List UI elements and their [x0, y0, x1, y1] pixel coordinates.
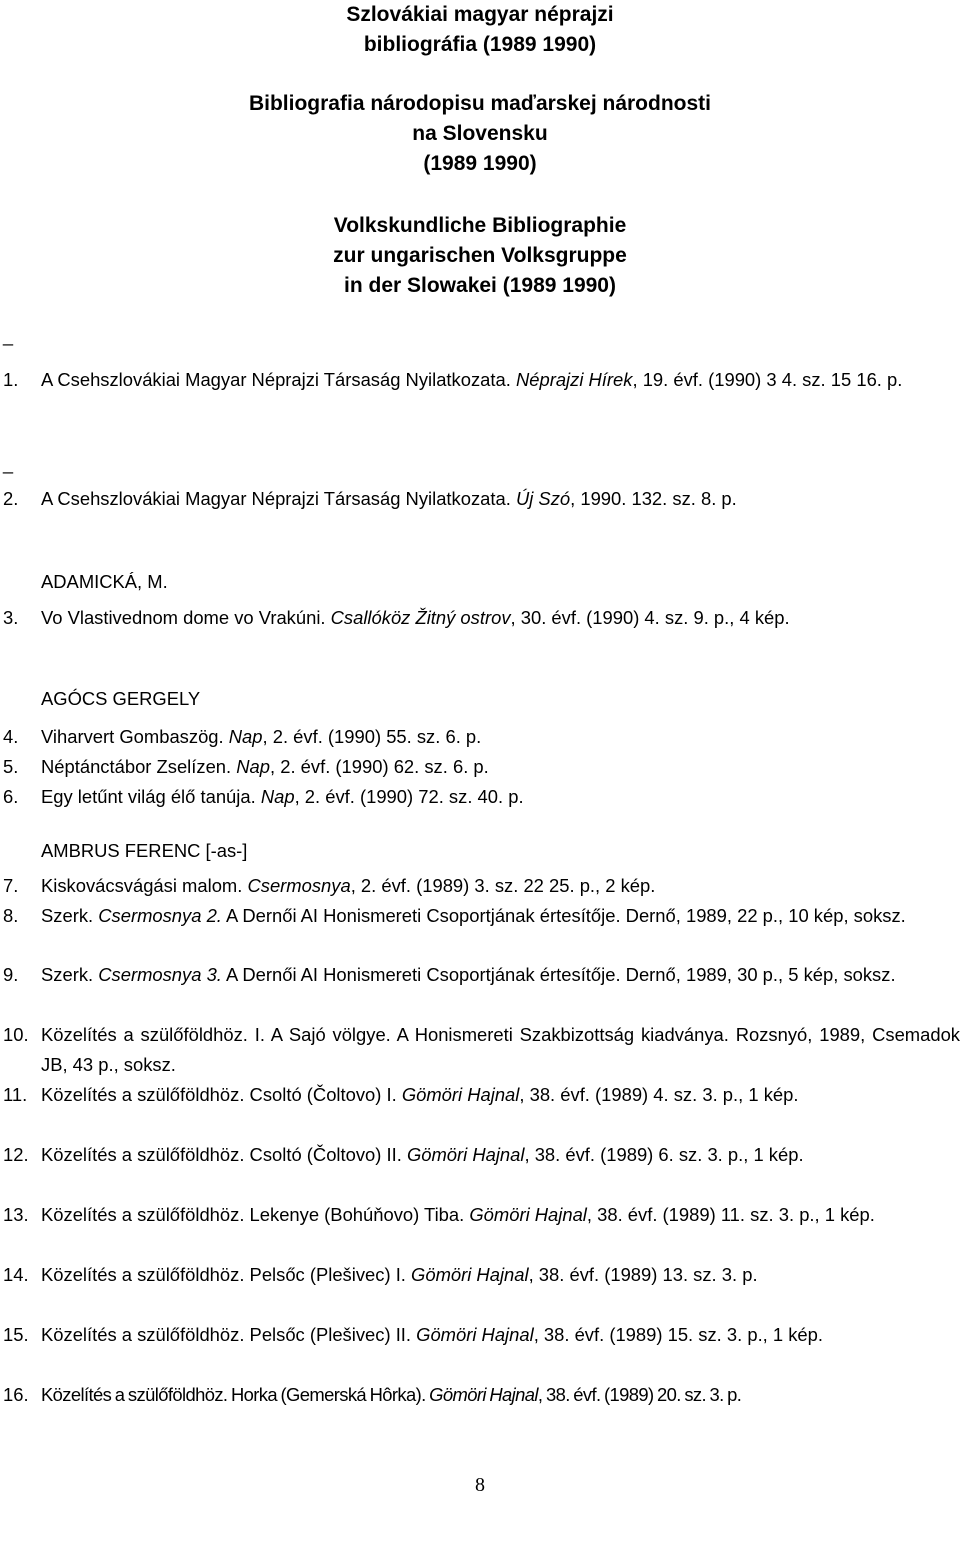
- bibliography-entry: [3, 782, 960, 812]
- title-line: in der Slowakei (1989 1990): [344, 274, 616, 297]
- bibliography-entry: [3, 871, 960, 901]
- entry-details: , 2. évf. (1990) 72. sz. 40. p.: [294, 786, 524, 807]
- entry-text: Viharvert Gombaszög.: [41, 726, 229, 747]
- entry-number: 16.: [3, 1384, 29, 1405]
- missing-author-dash: _: [3, 454, 14, 474]
- entry-details: , 2. évf. (1989) 3. sz. 22 25. p., 2 kép.: [350, 875, 656, 896]
- bibliography-entry: [3, 960, 960, 990]
- entry-text: Közelítés a szülőföldhöz. I. A Sajó völgye. A Honismereti Szakbizottság kiadványa. Rozsnyó, 1989, Csemadok JB, 43 p., soksz.: [41, 1024, 960, 1075]
- title-german: [0, 211, 960, 301]
- entry-number: 3.: [3, 607, 19, 628]
- bibliography-entry: [3, 1020, 960, 1080]
- entry-number: 9.: [3, 964, 19, 985]
- entry-source: Néprajzi Hírek: [515, 369, 633, 390]
- entry-source: Nap: [228, 726, 263, 747]
- entry-text: Néptánctábor Zselízen.: [41, 756, 237, 777]
- bibliography-entry: [3, 752, 960, 782]
- bibliography-entry: [3, 603, 960, 633]
- entry-source: Nap: [236, 756, 270, 777]
- entry-details: , 30. évf. (1990) 4. sz. 9. p., 4 kép.: [510, 607, 790, 628]
- entry-details: , 19. évf. (1990) 3 4. sz. 15 16. p.: [632, 369, 903, 390]
- entry-number: 4.: [3, 726, 19, 747]
- entry-number: 7.: [3, 875, 19, 896]
- entry-source: Gömöri Hajnal: [469, 1204, 587, 1225]
- bibliography-entry: [3, 722, 960, 752]
- entry-text: A Csehszlovákiai Magyar Néprajzi Társaság Nyilatkozata.: [41, 488, 516, 509]
- entry-source: Gömöri Hajnal: [429, 1384, 538, 1405]
- entry-details: A Dernői AI Honismereti Csoportjának értesítője. Dernő, 1989, 30 p., 5 kép, soksz.: [221, 964, 896, 985]
- title-hungarian: [0, 0, 960, 60]
- entry-text: Közelítés a szülőföldhöz. Pelsőc (Plešivec) I.: [41, 1264, 412, 1285]
- entry-number: 6.: [3, 786, 19, 807]
- bibliography-entry: [3, 484, 960, 514]
- bibliography-entry: [3, 901, 960, 931]
- entry-text: Kiskovácsvágási malom.: [41, 875, 248, 896]
- entry-details: , 38. évf. (1989) 13. sz. 3. p.: [528, 1264, 758, 1285]
- bibliography-entry: [3, 1200, 960, 1230]
- entry-source: Gömöri Hajnal: [411, 1264, 529, 1285]
- entry-details: , 38. évf. (1989) 20. sz. 3. p.: [537, 1384, 742, 1405]
- entry-details: , 38. évf. (1989) 4. sz. 3. p., 1 kép.: [519, 1084, 799, 1105]
- bibliography-entry: [3, 1140, 960, 1170]
- entry-text: Közelítés a szülőföldhöz. Lekenye (Bohúňovo) Tiba.: [41, 1204, 470, 1225]
- entry-source: Új Szó: [515, 488, 571, 509]
- entry-text: Vo Vlastivednom dome vo Vrakúni.: [41, 607, 331, 628]
- entry-details: , 38. évf. (1989) 6. sz. 3. p., 1 kép.: [524, 1144, 804, 1165]
- author-heading: AGÓCS GERGELY: [41, 688, 201, 709]
- entry-number: 11.: [3, 1084, 28, 1105]
- entry-number: 13.: [3, 1204, 29, 1225]
- entry-source: Gömöri Hajnal: [401, 1084, 520, 1105]
- title-line: Volkskundliche Bibliographie: [333, 214, 627, 237]
- entry-details: , 38. évf. (1989) 11. sz. 3. p., 1 kép.: [586, 1204, 875, 1225]
- entry-details: , 38. évf. (1989) 15. sz. 3. p., 1 kép.: [533, 1324, 823, 1345]
- entry-source: Gömöri Hajnal: [416, 1324, 534, 1345]
- entry-text: Szerk.: [41, 905, 99, 926]
- author-heading: ADAMICKÁ, M.: [41, 571, 168, 592]
- entry-text: Közelítés a szülőföldhöz. Horka (Gemerská Hôrka).: [41, 1384, 430, 1405]
- entry-details: A Dernői AI Honismereti Csoportjának értesítője. Dernő, 1989, 22 p., 10 kép, soksz.: [221, 905, 906, 926]
- entry-source: Gömöri Hajnal: [406, 1144, 525, 1165]
- title-line: zur ungarischen Volksgruppe: [333, 244, 627, 267]
- page-number: 8: [475, 1474, 485, 1496]
- entry-text: Közelítés a szülőföldhöz. Csoltó (Čoltovo) II.: [41, 1144, 407, 1165]
- author-heading: AMBRUS FERENC [-as-]: [41, 840, 248, 861]
- entry-number: 15.: [3, 1324, 29, 1345]
- entry-number: 14.: [3, 1264, 29, 1285]
- bibliography-entry: [3, 1320, 960, 1350]
- entry-text: Közelítés a szülőföldhöz. Pelsőc (Plešivec) II.: [41, 1324, 417, 1345]
- entry-details: , 1990. 132. sz. 8. p.: [570, 488, 737, 509]
- title-line: Szlovákiai magyar néprajzi: [346, 3, 614, 26]
- missing-author-dash: _: [3, 326, 14, 346]
- title-line: bibliográfia (1989 1990): [363, 33, 597, 56]
- bibliography-entry: [3, 1380, 960, 1410]
- entry-source: Nap: [260, 786, 295, 807]
- bibliography-entry: [3, 1260, 960, 1290]
- entry-number: 1.: [3, 369, 19, 390]
- entry-number: 10.: [3, 1024, 29, 1045]
- entry-source: Csallóköz Žitný ostrov: [330, 607, 511, 628]
- entry-text: Szerk.: [41, 964, 99, 985]
- bibliography-entry: [3, 365, 960, 395]
- title-slovak: [0, 89, 960, 179]
- entry-number: 12.: [3, 1144, 29, 1165]
- entry-source: Csermosnya 3.: [98, 964, 222, 985]
- entry-text: Egy letűnt világ élő tanúja.: [41, 786, 261, 807]
- entry-text: A Csehszlovákiai Magyar Néprajzi Társaság Nyilatkozata.: [41, 369, 516, 390]
- entry-number: 2.: [3, 488, 19, 509]
- title-line: (1989 1990): [423, 152, 537, 175]
- entry-source: Csermosnya: [247, 875, 351, 896]
- entry-source: Csermosnya 2.: [98, 905, 222, 926]
- entry-details: , 2. évf. (1990) 62. sz. 6. p.: [270, 756, 489, 777]
- title-line: Bibliografia národopisu maďarskej národnosti: [248, 92, 711, 115]
- bibliography-entry: [3, 1080, 960, 1110]
- entry-number: 8.: [3, 905, 19, 926]
- entry-number: 5.: [3, 756, 19, 777]
- entry-text: Közelítés a szülőföldhöz. Csoltó (Čoltovo) I.: [41, 1084, 402, 1105]
- title-line: na Slovensku: [412, 122, 548, 145]
- entry-details: , 2. évf. (1990) 55. sz. 6. p.: [262, 726, 482, 747]
